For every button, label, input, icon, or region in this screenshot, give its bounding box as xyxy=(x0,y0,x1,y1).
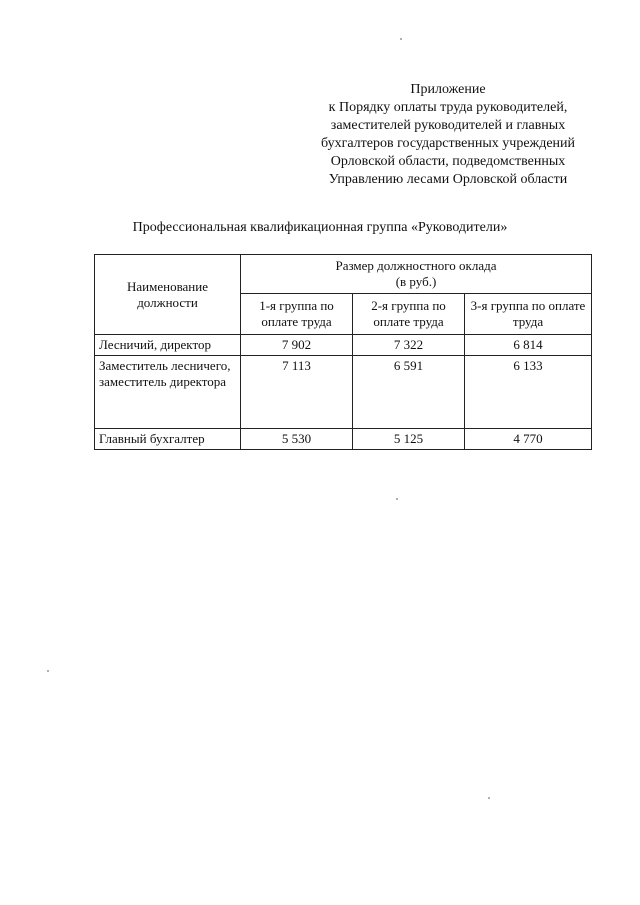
header-salary xyxy=(241,255,592,294)
salary-value: 7 322 xyxy=(353,335,465,356)
scan-speck xyxy=(488,797,490,799)
salary-value: 6 814 xyxy=(465,335,592,356)
salary-table xyxy=(94,254,592,450)
salary-value: 4 770 xyxy=(465,429,592,450)
appendix-line: Орловской области, подведомственных xyxy=(330,154,566,169)
salary-value: 5 125 xyxy=(353,429,465,450)
header-salary-unit: (в руб.) xyxy=(395,274,437,289)
table-row xyxy=(95,429,592,450)
appendix-heading xyxy=(300,81,596,189)
position-name: Главный бухгалтер xyxy=(95,429,241,450)
salary-value: 6 591 xyxy=(353,356,465,429)
header-group-1: 1-я группа по оплате труда xyxy=(241,294,353,335)
appendix-line: Приложение xyxy=(410,82,486,97)
position-name: Заместитель лесничего, заместитель директора xyxy=(95,356,241,429)
table-row xyxy=(95,356,592,429)
table-row xyxy=(95,335,592,356)
scan-speck xyxy=(400,38,402,40)
appendix-line: к Порядку оплаты труда руководителей, xyxy=(328,100,568,115)
header-group-2: 2-я группа по оплате труда xyxy=(353,294,465,335)
scan-speck xyxy=(47,670,49,672)
salary-value: 5 530 xyxy=(241,429,353,450)
salary-value: 7 113 xyxy=(241,356,353,429)
header-salary-line: Размер должностного оклада xyxy=(335,258,497,273)
header-group-3: 3-я группа по оплате труда xyxy=(465,294,592,335)
appendix-line: Управлению лесами Орловской области xyxy=(328,172,568,187)
group-title: Профессиональная квалификационная группа «Руководители» xyxy=(132,220,508,235)
header-position-name: Наименование должности xyxy=(95,255,241,335)
appendix-line: бухгалтеров государственных учреждений xyxy=(320,136,576,151)
salary-value: 7 902 xyxy=(241,335,353,356)
scan-speck xyxy=(396,498,398,500)
position-name: Лесничий, директор xyxy=(95,335,241,356)
appendix-line: заместителей руководителей и главных xyxy=(330,118,566,133)
salary-value: 6 133 xyxy=(465,356,592,429)
